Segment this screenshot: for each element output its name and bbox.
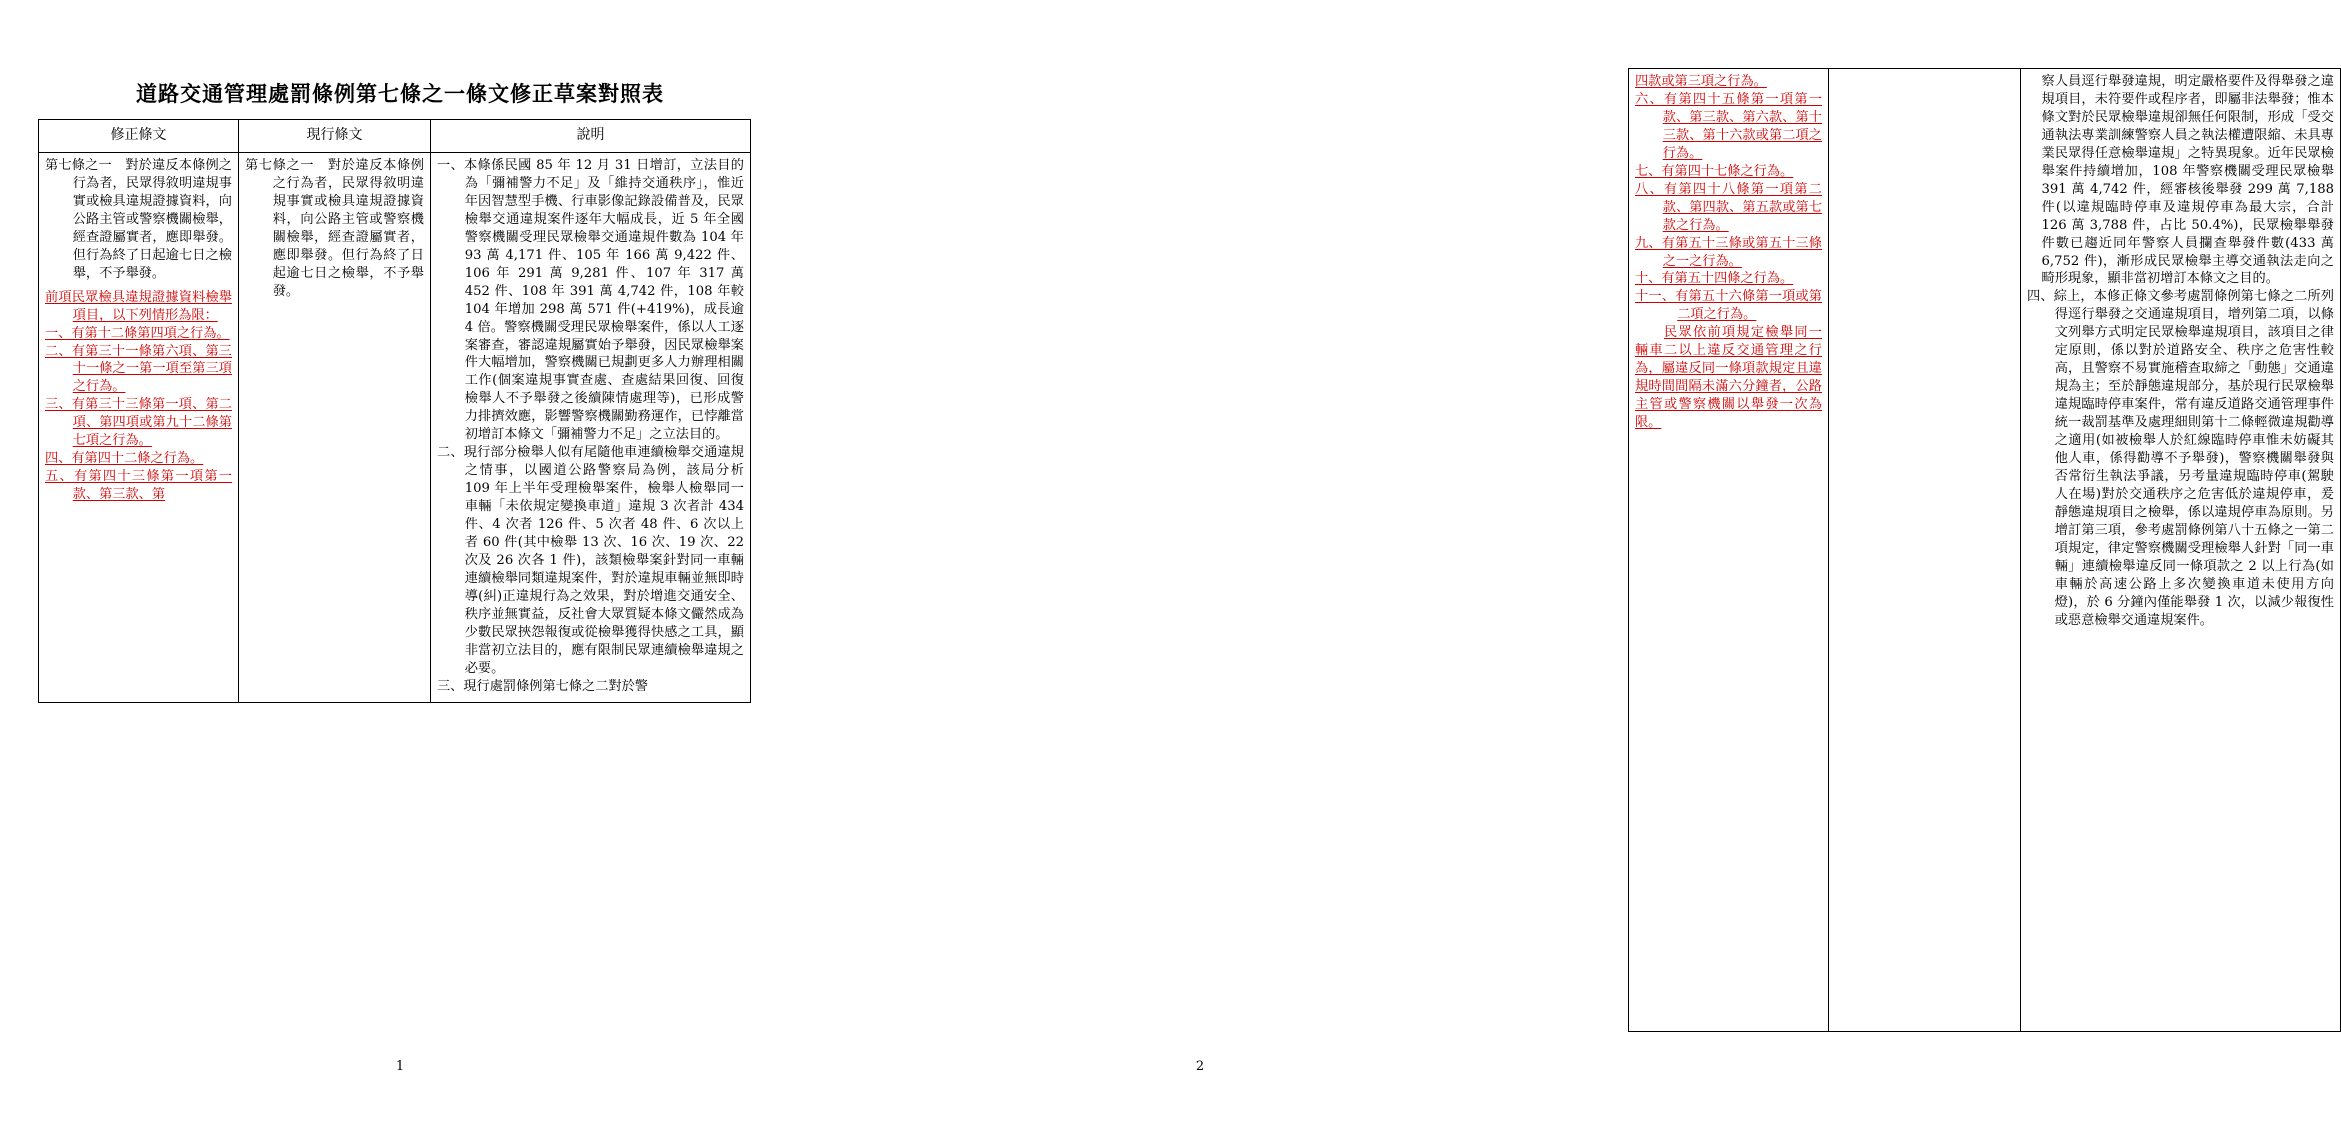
column-header-explanation: 說明 [431, 120, 751, 153]
cell-current-text-p1 [239, 153, 431, 703]
amended-new-paragraph-2: 前項民眾檢具違規證據資料檢舉項目，以下列情形為限： [45, 289, 232, 323]
cell-current-text-p2 [1829, 69, 2021, 1032]
amended-paragraph-3: 民眾依前項規定檢舉同一輛車二以上違反交通管理之行為，屬違反同一條項款規定且違規時間間隔未滿六分鐘者，公路主管或警察機關以舉發一次為限。 [1635, 325, 1822, 431]
cell-amended-text-p2 [1629, 69, 1829, 1032]
amended-item-6: 六、有第四十五條第一項第一款、第三款、第六款、第十三款、第十六款或第二項之行為。 [1635, 91, 1822, 161]
table-row [1629, 69, 2341, 1032]
page-1 [0, 0, 800, 1132]
page-2 [800, 0, 2334, 1132]
explanation-item-1: 一、本條係民國 85 年 12 月 31 日增訂，立法目的為「彌補警力不足」及「維持交通秩序」，惟近年因智慧型手機、行車影像記錄設備普及，民眾檢舉交通違規案件逐年大幅成長，近 5 年全國警察機關受理民眾檢舉交通違規件數為 104 年 93 萬 4,171 件、105 年 166 萬 9,422 件、106 年 291 萬 9,281 件、107 年 317 萬 452 件、108 年 391 萬 4,742 件，108 年較 104 年增加 298 萬 571 件(+419%)，成長逾 4 倍。警察機關受理民眾檢舉案件，係以人工逐案審查，審認違規屬實始予舉發，因民眾檢舉案件大幅增加，警察機關已規劃更多人力辦理相關工作(個案違規事實查處、查處結果回復、回復檢舉人不予舉發之後續陳情處理等)，已形成警力排擠效應，影響警察機關勤務運作，已悖離當初增訂本條文「彌補警力不足」之立法目的。 [437, 158, 744, 443]
cell-explanation-p1 [431, 153, 751, 703]
table-header-row [39, 120, 751, 153]
amended-item-5-cont: 四款或第三項之行為。 [1635, 74, 1767, 89]
amended-paragraph-1: 第七條之一 對於違反本條例之行為者，民眾得敘明違規事實或檢具違規證據資料，向公路主管或警察機關檢舉，經查證屬實者，應即舉發。但行為終了日起逾七日之檢舉，不予舉發。 [45, 158, 232, 281]
current-paragraph-1: 第七條之一 對於違反本條例之行為者，民眾得敘明違規事實或檢具違規證據資料，向公路主管或警察機關檢舉，經查證屬實者，應即舉發。但行為終了日起逾七日之檢舉，不予舉發。 [245, 158, 424, 299]
amended-item-3: 三、有第三十三條第一項、第二項、第四項或第九十二條第七項之行為。 [45, 397, 232, 449]
column-header-current: 現行條文 [239, 120, 431, 153]
page-title: 道路交通管理處罰條例第七條之一條文修正草案對照表 [136, 81, 664, 106]
page-number-2: 2 [1195, 1059, 1205, 1074]
amended-item-10: 十、有第五十四條之行為。 [1635, 271, 1794, 287]
table-row [39, 153, 751, 703]
amended-item-11: 十一、有第五十六條第一項或第二項之行為。 [1635, 289, 1822, 323]
page-number-1: 1 [395, 1059, 405, 1074]
explanation-item-2: 二、現行部分檢舉人似有尾隨他車連續檢舉交通違規之情事，以國道公路警察局為例，該局分析 109 年上半年受理檢舉案件，檢舉人檢舉同一車輛「未依規定變換車道」違規 3 次者計 434 件、4 次者 126 件、5 次者 48 件、6 次以上者 60 件(其中檢舉 13 次、16 次、19 次、22 次及 26 次各 1 件)，該類檢舉案針對同一車輛連續檢舉同類違規案件，對於違規車輛並無即時導(糾)正違規行為之效果，對於增進交通安全、秩序並無實益，反社會大眾質疑本條文儼然成為少數民眾挾怨報復或從檢舉獲得快感之工具，顯非當初立法目的，應有限制民眾連續檢舉違規之必要。 [437, 445, 744, 676]
amended-item-8: 八、有第四十八條第一項第二款、第四款、第五款或第七款之行為。 [1635, 181, 1822, 233]
amended-item-9: 九、有第五十三條或第五十三條之一之行為。 [1635, 235, 1822, 269]
column-header-amended: 修正條文 [39, 120, 239, 153]
amended-item-2: 二、有第三十一條第六項、第三十一條之一第一項至第三項之行為。 [45, 343, 232, 395]
amended-item-5: 五、有第四十三條第一項第一款、第三款、第 [45, 469, 232, 503]
explanation-item-3-cont: 察人員逕行舉發違規，明定嚴格要件及得舉發之違規項目，未符要件或程序者，即屬非法舉發；惟本條文對於民眾檢舉違規卻無任何限制，形成「受交通執法專業訓練警察人員之執法權遭限縮、未具專業民眾得任意檢舉違規」之特異現象。近年民眾檢舉案件持續增加，108 年警察機關受理民眾檢舉 391 萬 4,742 件，經審核後舉發 299 萬 7,188 件(以違規臨時停車及違規停車為最大宗，合計 126 萬 3,788 件，占比 50.4%)，民眾檢舉舉發件數已趨近同年警察人員攔查舉發件數(433 萬 6,752 件)，漸形成民眾檢舉主導交通執法走向之畸形現象，顯非當初增訂本條文之目的。 [2041, 74, 2334, 287]
comparison-table-page1 [38, 119, 751, 703]
comparison-table-page2 [1628, 68, 2341, 1032]
cell-explanation-p2 [2021, 69, 2341, 1032]
amended-item-7: 七、有第四十七條之行為。 [1635, 163, 1794, 179]
explanation-item-4: 四、綜上，本修正條文參考處罰條例第七條之二所列得逕行舉發之交通違規項目，增列第二項，以條文列舉方式明定民眾檢舉違規項目，該項目之律定原則，係以對於道路安全、秩序之危害性較高，且警察不易實施稽查取締之「動態」交通違規為主；至於靜態違規部分，基於現行民眾檢舉違規臨時停車案件，常有違反道路交通管理事件統一裁罰基準及處理細則第十二條輕微違規勸導之適用(如被檢舉人於紅線臨時停車惟未妨礙其他人車，係得勸導不予舉發)，警察機關舉發與否常衍生執法爭議，另考量違規臨時停車(駕駛人在場)對於交通秩序之危害低於違規停車，爰靜態違規項目之檢舉，係以違規停車為原則。另增訂第三項，參考處罰條例第八十五條之一第二項規定，律定警察機關受理檢舉人針對「同一車輛」連續檢舉違反同一條項款之 2 以上行為(如車輛於高速公路上多次變換車道未使用方向燈)，於 6 分鐘內僅能舉發 1 次，以減少報復性或惡意檢舉交通違規案件。 [2027, 289, 2334, 628]
amended-item-1: 一、有第十二條第四項之行為。 [45, 325, 230, 341]
amended-item-4: 四、有第四十二條之行為。 [45, 451, 204, 467]
explanation-item-3: 三、現行處罰條例第七條之二對於警 [437, 678, 648, 694]
cell-amended-text-p1 [39, 153, 239, 703]
